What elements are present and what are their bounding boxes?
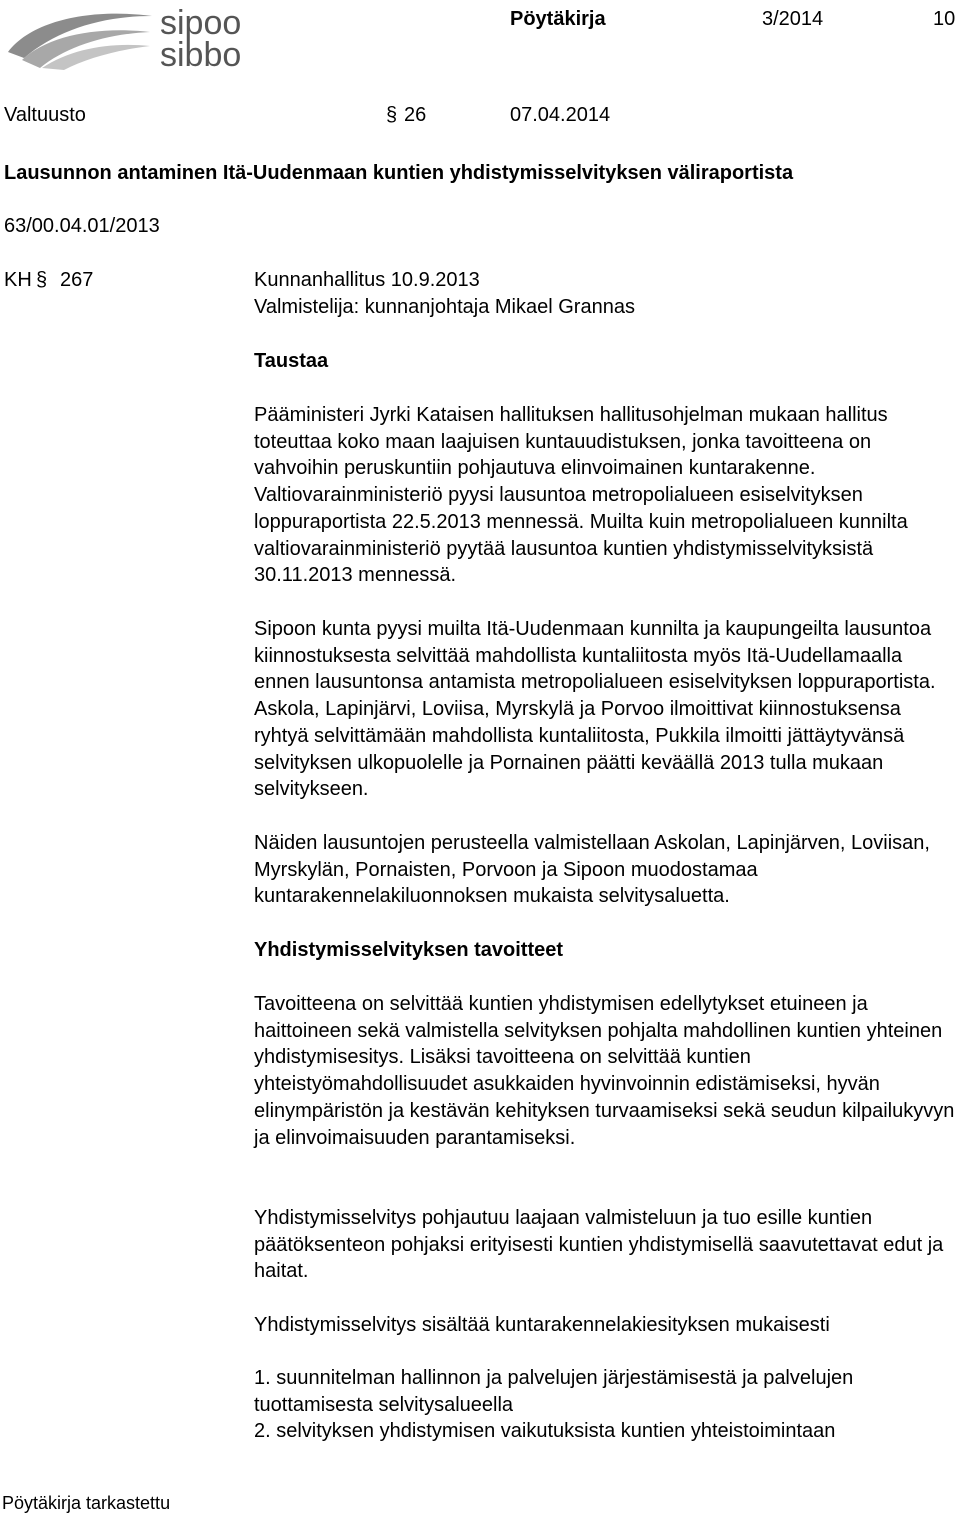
meeting-date: 07.04.2014 bbox=[510, 104, 611, 126]
background-heading: Taustaa bbox=[254, 350, 329, 372]
list-item-2: 2. selvityksen yhdistymisen vaikutuksista kuntien yhteistoimintaan bbox=[254, 1420, 836, 1443]
page-number: 10 bbox=[933, 8, 956, 30]
logo-text-line2: sibbo bbox=[160, 36, 242, 72]
sipoo-sibbo-logo bbox=[2, 2, 260, 72]
kh-label: KH bbox=[4, 269, 32, 291]
paragraph-1: Pääministeri Jyrki Kataisen hallituksen hallitusohjelman mukaan hallitus toteuttaa koko maan laajuisen kuntauudistuksen, jonka tavoitteena on vahvoihin peruskuntiin pohjautuva elinvoimainen kuntarakenne. Valtiovarainministeriö pyysi lausuntoa metropolialueen esiselvityksen loppuraportista 22.5.2013 mennessä. Muilta kuin metropolialueen kunnilta valtiovarainministeriö pyytää lausuntoa kuntien yhdistymisselvityksistä 30.11.2013 mennessä. bbox=[254, 404, 908, 587]
goals-heading: Yhdistymisselvityksen tavoitteet bbox=[254, 939, 564, 961]
section-icon: § bbox=[386, 104, 398, 126]
paragraph-2: Sipoon kunta pyysi muilta Itä-Uudenmaan kunnilta ja kaupungeilta lausuntoa kiinnostuksesta selvittää mahdollista kuntaliitosta myös Itä-Uudellamaalla ennen lausuntonsa antamista metropolialueen esiselvityksen loppuraportista. Askola, Lapinjärvi, Loviisa, Myrskylä ja Porvoo ilmoittivat kiinnostuksensa ryhtyä selvittämään mahdollista kuntaliitosta, Pukkila ilmoitti jättäytyvänsä selvityksen ulkopuolelle ja Pornainen päätti keväällä 2013 tulla mukaan selvitykseen. bbox=[254, 618, 936, 801]
paragraph-3: Näiden lausuntojen perusteella valmistellaan Askolan, Lapinjärven, Loviisan, Myrskylän, Pornaisten, Porvoon ja Sipoon muodostamaa kuntarakennelakiluonnoksen mukaista selvitysaluetta. bbox=[254, 832, 930, 908]
paragraph-4: Tavoitteena on selvittää kuntien yhdistymisen edellytykset etuineen ja haittoineen sekä valmistella selvityksen pohjalta mahdollinen kuntien yhteinen yhdistymisesitys. Lisäksi tavoitteena on selvittää kuntien yhteistyömahdollisuudet asukkaiden hyvinvoinnin edistämiseksi, hyvän elinympäristön ja kestävän kehityksen turvaamiseksi sekä seudun kilpailukyvyn ja elinvoimaisuuden parantamiseksi. bbox=[254, 993, 955, 1149]
paragraph-5: Yhdistymisselvitys pohjautuu laajaan valmisteluun ja tuo esille kuntien päätöksenteon pohjaksi erityisesti kuntien yhdistymisellä saavutettavat edut ja haitat. bbox=[254, 1207, 944, 1283]
doc-number: 3/2014 bbox=[762, 8, 824, 30]
section-number: 26 bbox=[404, 104, 427, 126]
kh-meeting: Kunnanhallitus 10.9.2013 bbox=[254, 269, 480, 291]
kh-number: 267 bbox=[60, 269, 94, 291]
doc-type: Pöytäkirja bbox=[510, 8, 606, 30]
paragraph-6: Yhdistymisselvitys sisältää kuntarakennelakiesityksen mukaisesti bbox=[254, 1314, 830, 1336]
section-icon: § bbox=[36, 269, 48, 291]
kh-preparer: Valmistelija: kunnanjohtaja Mikael Grannas bbox=[254, 296, 635, 318]
logo-text-line1: sipoo bbox=[160, 4, 242, 42]
meeting-body: Valtuusto bbox=[4, 104, 86, 126]
case-id: 63/00.04.01/2013 bbox=[4, 215, 160, 237]
footer-text: Pöytäkirja tarkastettu bbox=[2, 1493, 171, 1513]
document-title: Lausunnon antaminen Itä-Uudenmaan kuntien yhdistymisselvityksen väliraportista bbox=[4, 162, 794, 184]
logo-swoosh-icon bbox=[8, 14, 152, 70]
list-item-1: 1. suunnitelman hallinnon ja palvelujen järjestämisestä ja palvelujen tuottamisesta selvitysalueella bbox=[254, 1367, 854, 1416]
